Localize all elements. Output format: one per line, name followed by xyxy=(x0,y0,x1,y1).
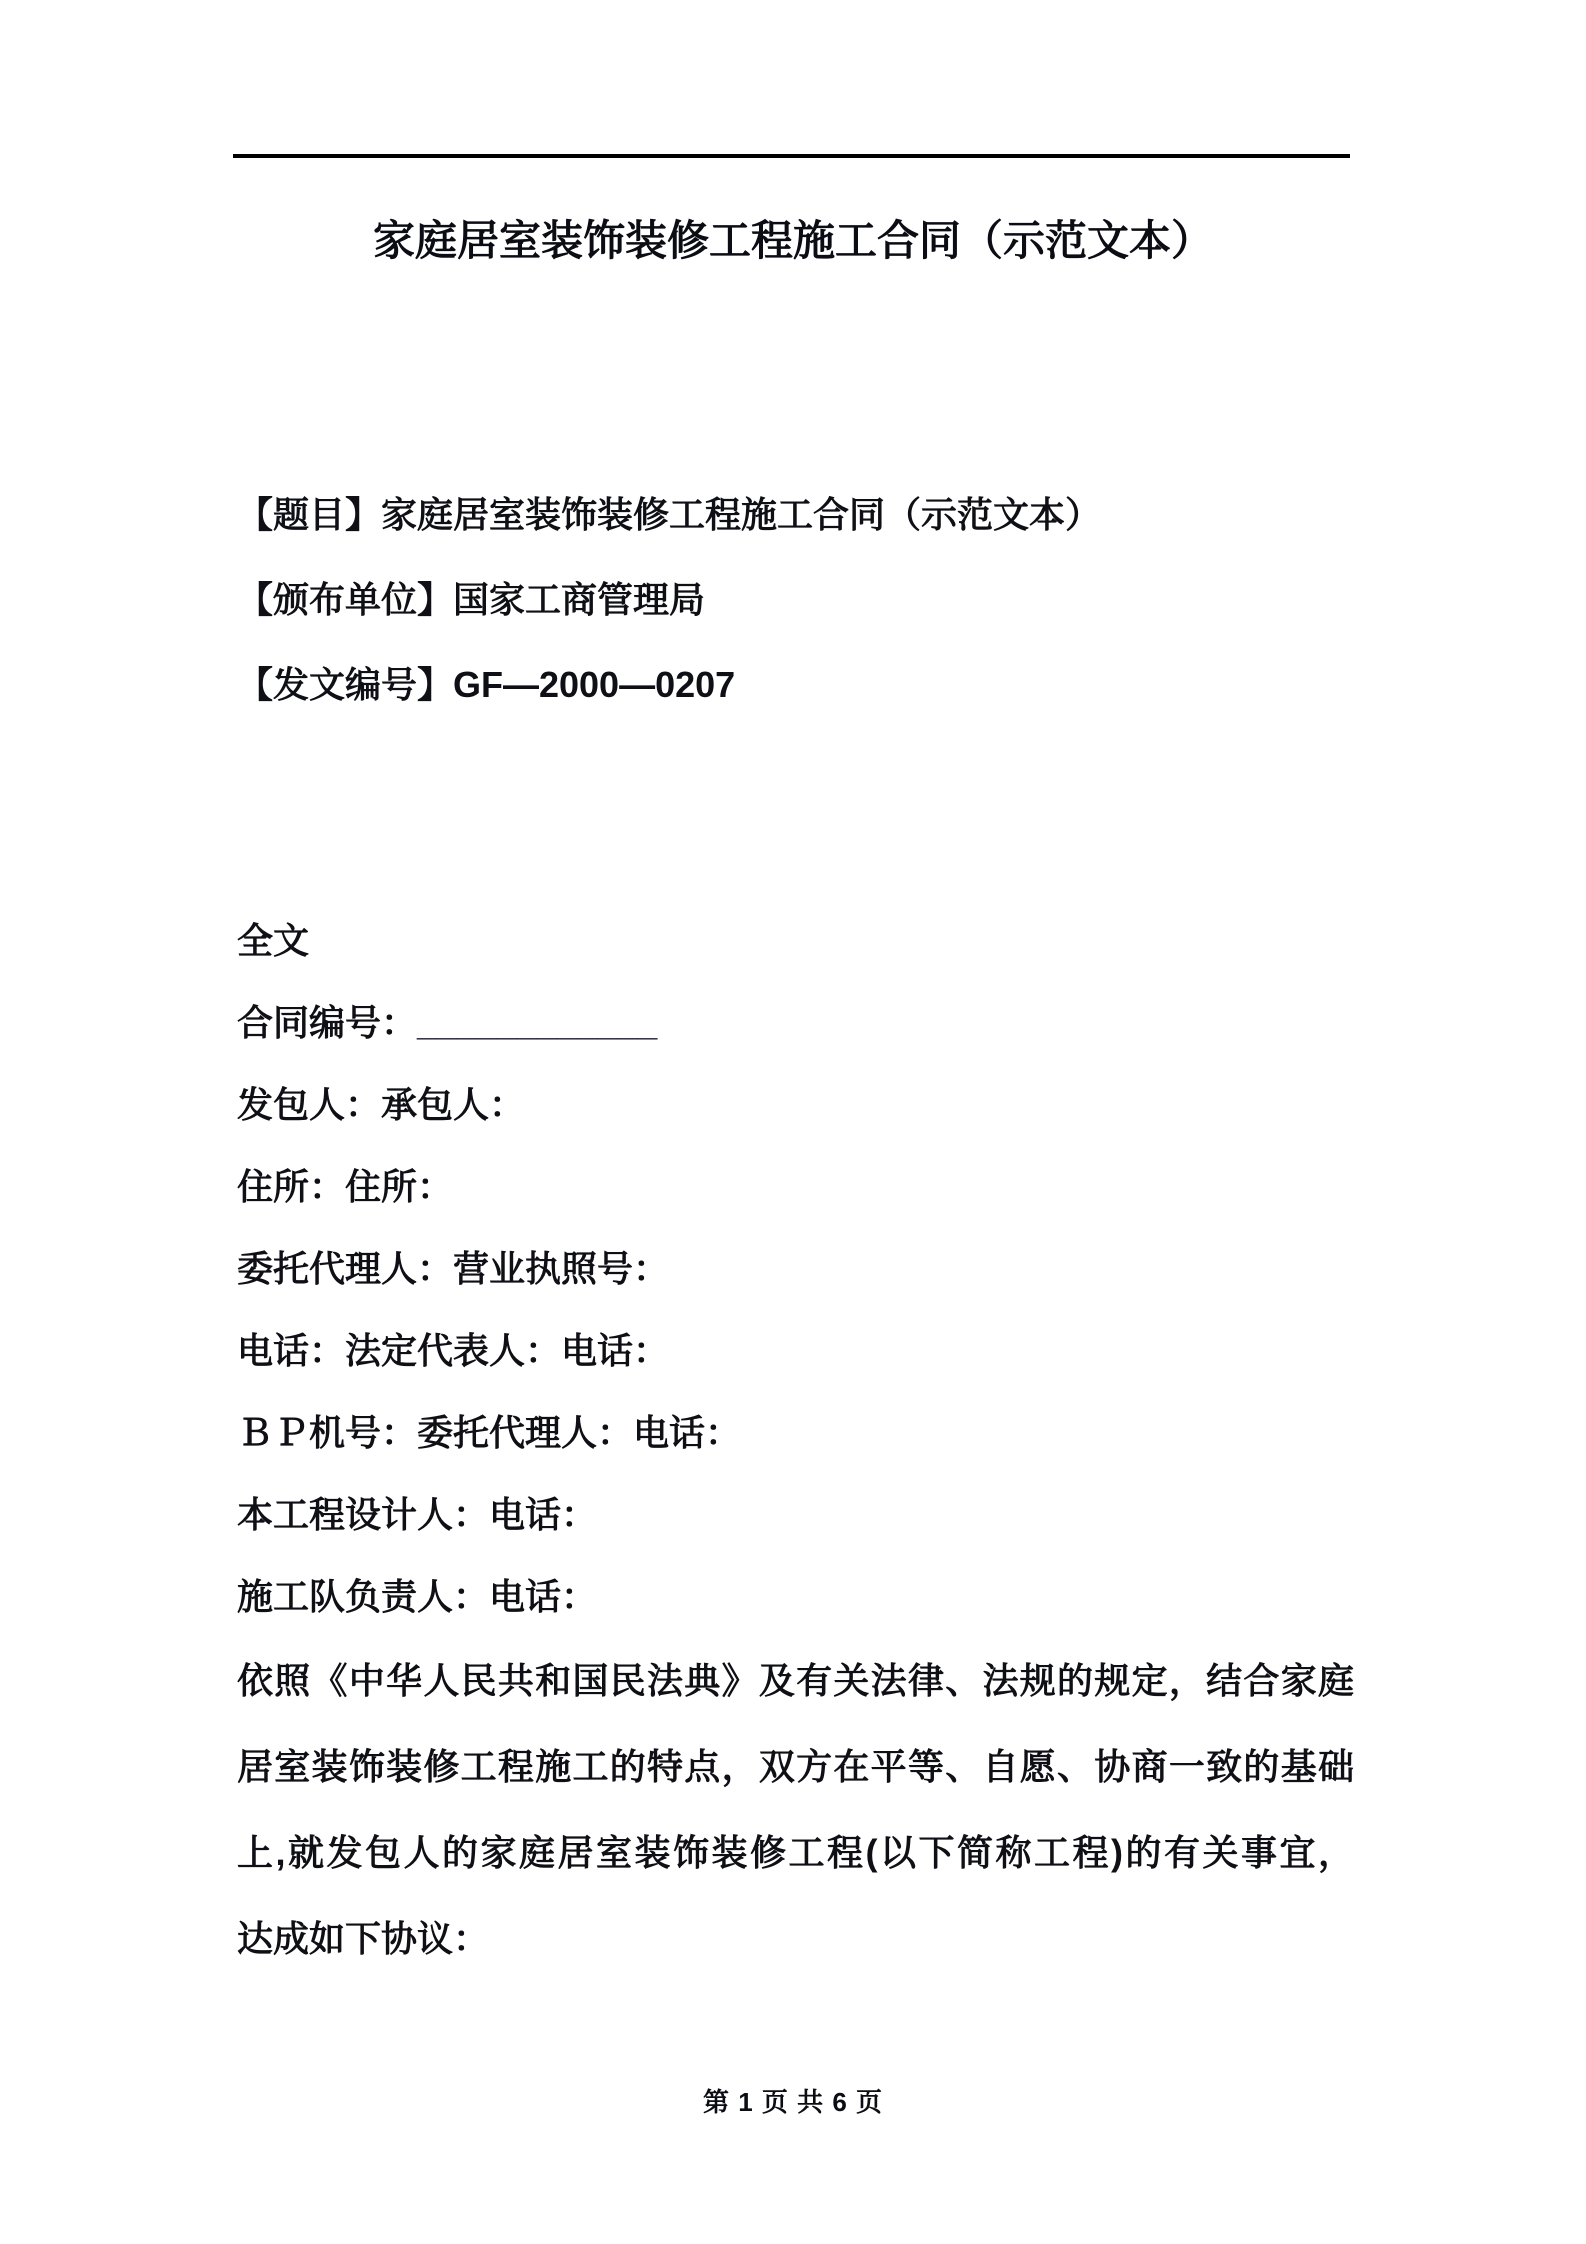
field-line-parties: 发包人：承包人： xyxy=(237,1084,526,1125)
field-line-bp-number-agent: ＢＰ机号：委托代理人：电话： xyxy=(237,1412,742,1453)
meta-line-document-number: 【发文编号】GF—2000—0207 xyxy=(237,664,736,705)
page-footer: 第 1 页 共 6 页 xyxy=(702,2087,884,2117)
preamble-line-4: 达成如下协议： xyxy=(237,1918,490,1959)
meta-line-issuing-authority: 【颁布单位】国家工商管理局 xyxy=(237,579,706,620)
meta-line-subject: 【题目】家庭居室装饰装修工程施工合同（示范文本） xyxy=(237,494,1102,535)
preamble-line-2: 居室装饰装修工程施工的特点，双方在平等、自愿、协商一致的基础 xyxy=(237,1746,1354,1787)
preamble-line-1: 依照《中华人民共和国民法典》及有关法律、法规的规定，结合家庭 xyxy=(237,1660,1354,1701)
contract-number-line xyxy=(237,982,1354,1064)
preamble-paragraph xyxy=(237,1638,1354,1982)
meta-block xyxy=(237,472,1354,727)
field-line-agent-license: 委托代理人：营业执照号： xyxy=(237,1248,670,1289)
document-title: 家庭居室装饰装修工程施工合同（示范文本） xyxy=(372,217,1213,264)
field-line-crew-leader-phone: 施工队负责人：电话： xyxy=(237,1576,598,1617)
header-rule xyxy=(233,154,1350,158)
preamble-line-3: 上,就发包人的家庭居室装饰装修工程(以下简称工程)的有关事宜， xyxy=(237,1832,1354,1873)
full-text-label: 全文 xyxy=(237,920,310,961)
field-line-addresses: 住所：住所： xyxy=(237,1166,454,1207)
body-block xyxy=(237,900,1354,1982)
contract-number-label: 合同编号： xyxy=(237,1002,418,1043)
contract-number-blank: ____________ xyxy=(417,1002,658,1043)
field-line-phone-representative: 电话：法定代表人：电话： xyxy=(237,1330,670,1371)
field-line-designer-phone: 本工程设计人：电话： xyxy=(237,1494,598,1535)
